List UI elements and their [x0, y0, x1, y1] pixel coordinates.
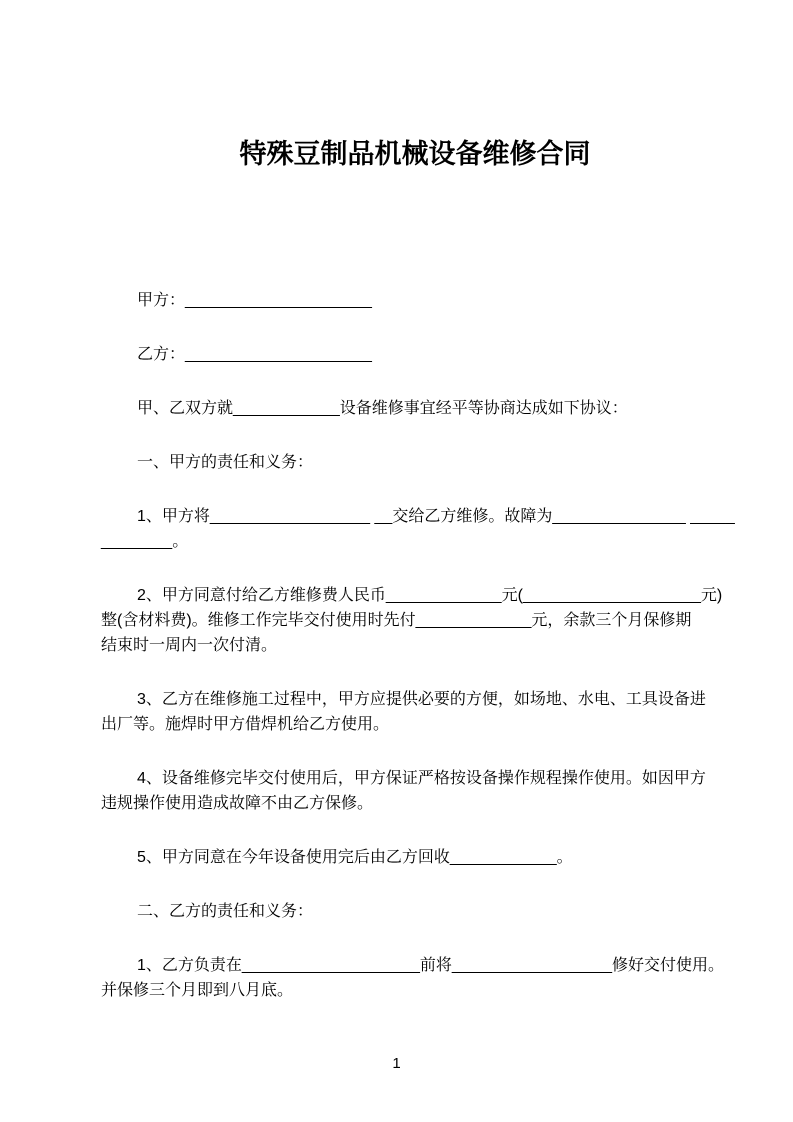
text-line: 整(含材料费)。维修工作完毕交付使用时先付_____________元，余款三个月保修期	[101, 612, 692, 629]
text-line: 结束时一周内一次付清。	[101, 637, 278, 654]
text-line: 1、甲方将__________________ __交给乙方维修。故障为_______________ _____	[137, 508, 735, 525]
text-line: 违规操作使用造成故障不由乙方保修。	[101, 795, 374, 812]
paragraph	[101, 845, 729, 870]
text-line: 并保修三个月即到八月底。	[101, 982, 294, 999]
document-title: 特殊豆制品机械设备维修合同	[239, 139, 591, 169]
text-line: 4、设备维修完毕交付使用后，甲方保证严格按设备操作规程操作使用。如因甲方	[137, 770, 706, 787]
text-line: 3、乙方在维修施工过程中，甲方应提供必要的方便，如场地、水电、工具设备进	[137, 691, 706, 708]
paragraph	[101, 899, 729, 924]
paragraph	[101, 687, 729, 737]
paragraph	[101, 288, 729, 313]
paragraph	[101, 583, 729, 658]
paragraph	[101, 766, 729, 816]
text-line: 2、甲方同意付给乙方维修费人民币_____________元(____________________元)	[137, 587, 723, 604]
document-body	[101, 288, 735, 1003]
text-line: 1、乙方负责在____________________前将__________________修好交付使用。	[137, 957, 725, 974]
paragraph	[101, 396, 729, 421]
text-line: 出厂等。施焊时甲方借焊机给乙方使用。	[101, 716, 390, 733]
text-line: 乙方：_____________________	[137, 346, 372, 363]
text-line: ________。	[101, 533, 189, 550]
text-line: 甲、乙双方就____________设备维修事宜经平等协商达成如下协议：	[137, 400, 628, 417]
paragraph	[101, 504, 735, 554]
page-number: 1	[392, 1055, 401, 1072]
text-line: 二、乙方的责任和义务：	[137, 903, 314, 920]
document-content	[0, 140, 793, 1003]
paragraph	[101, 450, 729, 475]
paragraph	[101, 342, 729, 367]
paragraph	[101, 953, 729, 1003]
text-line: 5、甲方同意在今年设备使用完后由乙方回收____________。	[137, 849, 573, 866]
text-line: 一、甲方的责任和义务：	[137, 454, 314, 471]
text-line: 甲方：_____________________	[137, 292, 372, 309]
